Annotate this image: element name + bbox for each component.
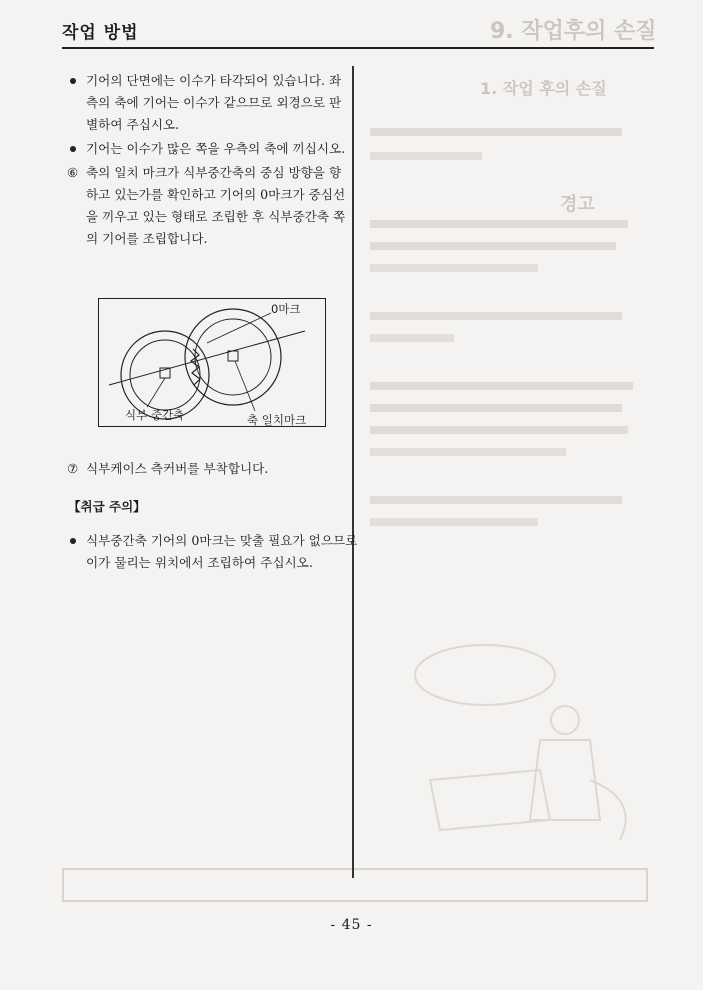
bleed-through-banner (62, 868, 648, 902)
step-text: 식부케이스 측커버를 부착합니다. (86, 461, 269, 476)
handling-note-heading: 【취급 주의】 (68, 499, 146, 514)
header-rule (62, 47, 654, 49)
bleed-through-chapter-title: 9. 작업후의 손질 (490, 19, 657, 44)
step-number: ⑥ (67, 165, 79, 180)
page-header-title: 작업 방법 (62, 23, 139, 43)
bleed-through-text-lines (370, 120, 650, 540)
bullet-text: 기어의 단면에는 이수가 타각되어 있습니다. 좌측의 축에 기어는 이수가 같으므로 외경으로 판별하여 주십시오. (86, 73, 342, 132)
bleed-through-section-title: 1. 작업 후의 손질 (480, 79, 607, 98)
bullet-text: 기어는 이수가 많은 쪽을 우측의 축에 끼십시오. (86, 141, 346, 156)
step-6 (68, 162, 346, 250)
zero-mark-label: 0마크 (271, 302, 301, 316)
step-7 (68, 458, 364, 480)
bullet-text: 식부중간축 기어의 0마크는 맞출 필요가 없으므로 이가 물리는 위치에서 조립하여 주십시오. (86, 533, 358, 570)
bullet-item (68, 70, 346, 136)
handling-note-bullet (68, 530, 364, 574)
bullet-item (68, 138, 346, 160)
bullet-dot (70, 146, 76, 152)
step-text: 축의 일치 마크가 식부중간축의 중심 방향을 향하고 있는가를 확인하고 기어의 0마크가 중심선을 끼우고 있는 형태로 조립한 후 식부중간축 쪽의 기어를 조립합니다. (86, 165, 346, 246)
gear-alignment-figure (98, 298, 326, 427)
left-column (68, 70, 346, 250)
bleed-through-warning-title: 경고 (560, 194, 595, 215)
bullet-dot (70, 538, 76, 544)
step-number: ⑦ (67, 461, 79, 476)
bleed-through-illustration (390, 640, 640, 840)
bullet-dot (70, 78, 76, 84)
page-number: - 45 - (330, 917, 373, 933)
shaft-label: 식부 중간축 (125, 408, 185, 422)
alignment-mark-label: 축 일치마크 (247, 413, 307, 427)
